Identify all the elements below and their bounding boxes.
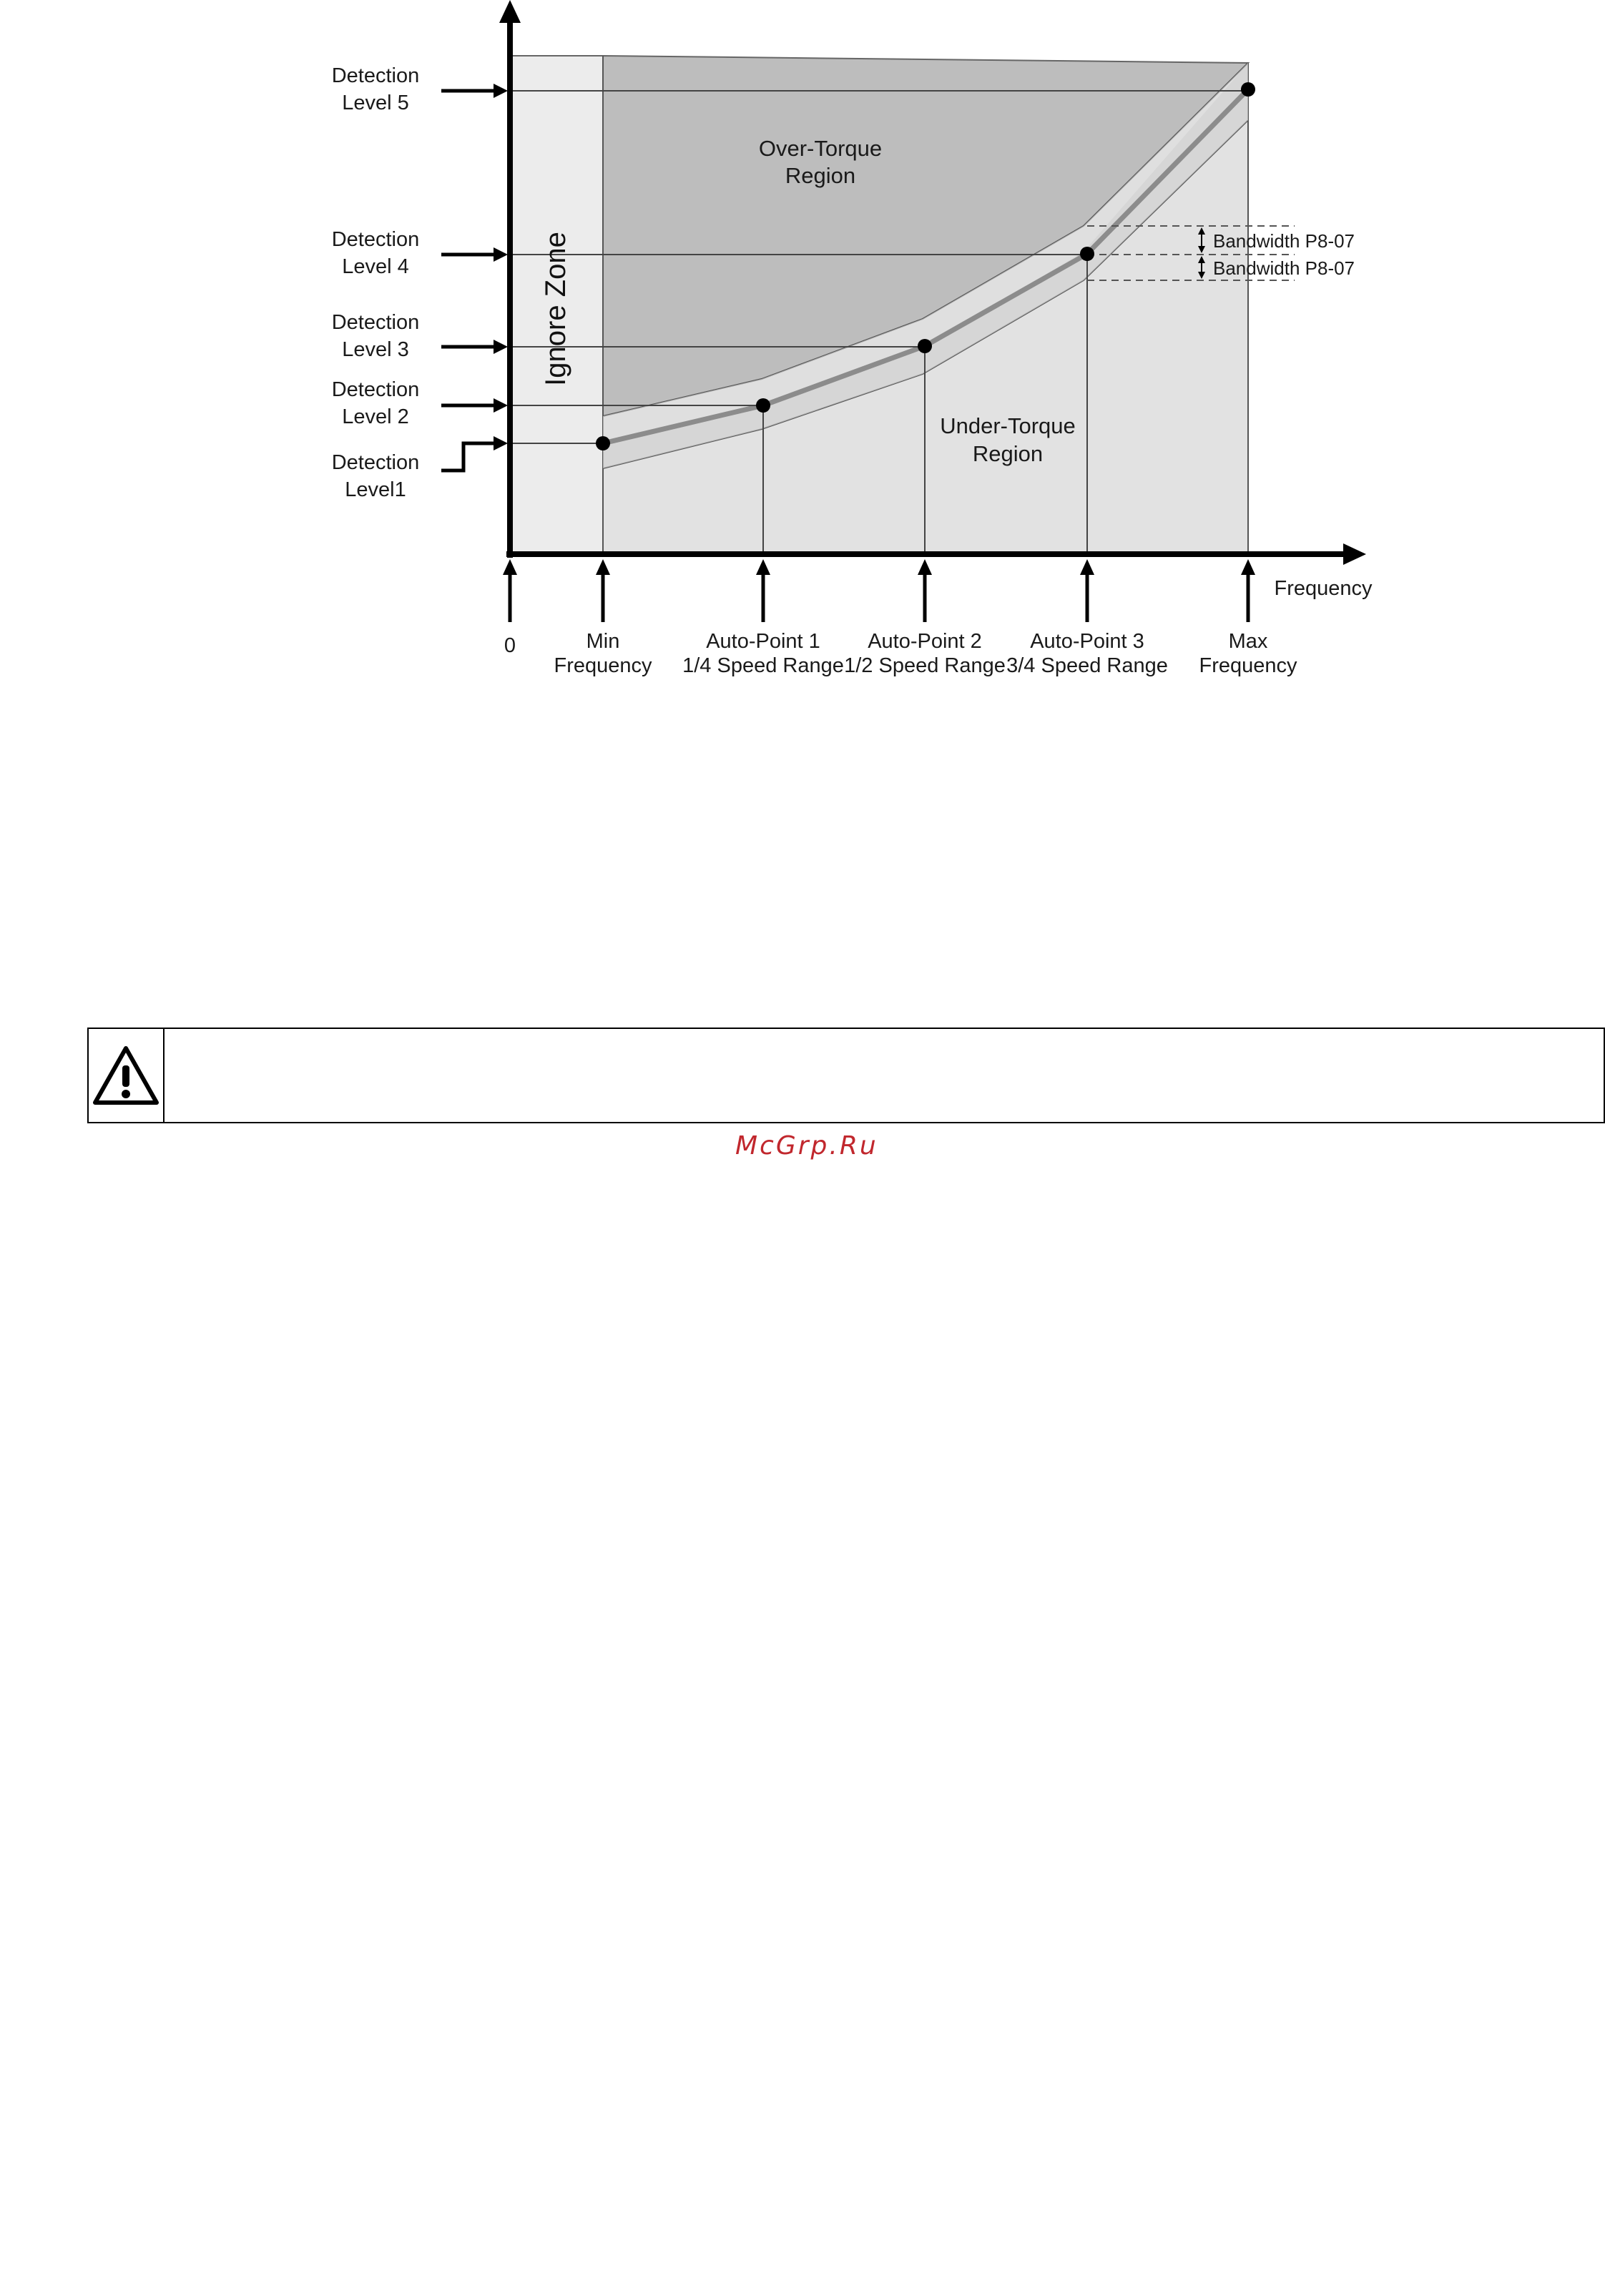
- x-axis-label: Frequency: [1274, 577, 1373, 600]
- svg-text:Level 4: Level 4: [342, 255, 409, 278]
- x-tick-arrows: [510, 572, 1248, 622]
- svg-text:Detection: Detection: [331, 311, 420, 334]
- under-torque-label-1: Under-Torque: [940, 413, 1076, 438]
- svg-text:Level 5: Level 5: [342, 92, 409, 114]
- svg-text:Level 3: Level 3: [342, 338, 409, 361]
- level5-label: [332, 64, 420, 114]
- svg-text:Detection: Detection: [331, 378, 420, 401]
- x-label-zero: 0: [504, 634, 516, 657]
- x-label-auto1-2: 1/4 Speed Range: [682, 654, 844, 677]
- x-label-auto3-1: Auto-Point 3: [1030, 630, 1144, 653]
- svg-text:Detection: Detection: [331, 451, 420, 474]
- x-label-auto3-2: 3/4 Speed Range: [1006, 654, 1168, 677]
- over-torque-label-1: Over-Torque: [758, 136, 883, 161]
- x-label-min-1: Min: [586, 630, 620, 653]
- under-torque-label-2: Region: [972, 441, 1044, 466]
- x-label-auto2-2: 1/2 Speed Range: [844, 654, 1006, 677]
- svg-text:Detection: Detection: [331, 64, 420, 87]
- x-label-max-1: Max: [1228, 630, 1268, 653]
- level2-label: [332, 378, 420, 428]
- point-auto-2: [918, 339, 932, 353]
- svg-text:Level 2: Level 2: [342, 405, 409, 428]
- point-min-frequency: [596, 436, 610, 450]
- watermark: McGrp.Ru: [735, 1131, 878, 1161]
- level1-label: [332, 451, 420, 501]
- bandwidth-label-lower: Bandwidth P8-07: [1213, 257, 1355, 279]
- x-label-max-2: Frequency: [1199, 654, 1297, 677]
- svg-text:Level1: Level1: [345, 478, 406, 501]
- torque-detection-diagram: [0, 0, 1605, 715]
- level4-label: [332, 228, 420, 278]
- x-label-min-2: Frequency: [554, 654, 652, 677]
- over-torque-label-2: Region: [785, 163, 856, 188]
- level3-label: [332, 311, 420, 361]
- svg-text:Detection: Detection: [331, 228, 420, 251]
- warning-icon-cell: [89, 1029, 165, 1122]
- ignore-zone-label: Ignore Zone: [540, 232, 571, 386]
- bandwidth-label-upper: Bandwidth P8-07: [1213, 230, 1355, 252]
- point-max-frequency: [1241, 82, 1255, 97]
- warning-box: [87, 1028, 1605, 1123]
- warning-triangle-icon: [92, 1045, 159, 1105]
- x-label-auto1-1: Auto-Point 1: [706, 630, 820, 653]
- x-label-auto2-1: Auto-Point 2: [868, 630, 982, 653]
- point-auto-3: [1080, 247, 1094, 261]
- point-auto-1: [756, 398, 770, 413]
